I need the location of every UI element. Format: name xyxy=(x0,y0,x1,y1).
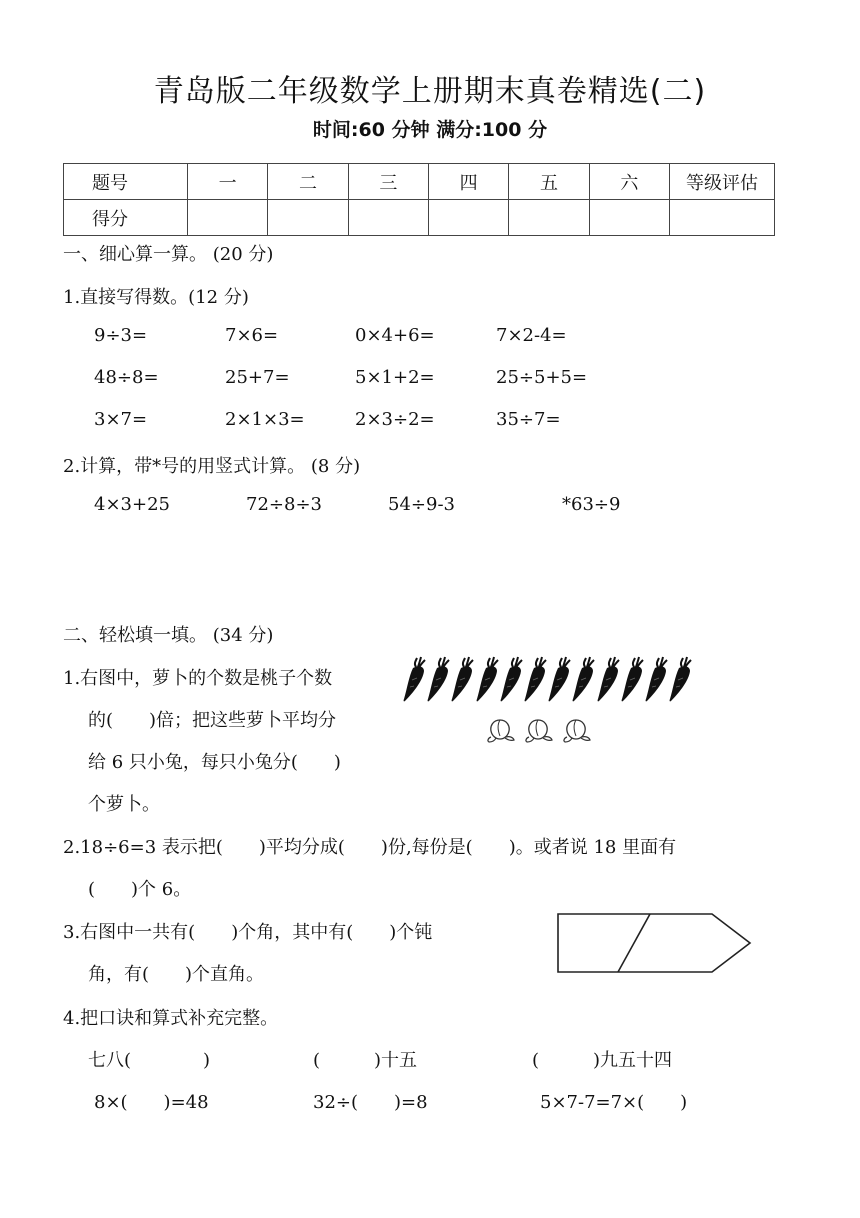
section2-q4-title: 4.把口诀和算式补充完整。 xyxy=(63,1008,279,1029)
table-cell: 得分 xyxy=(64,200,188,236)
carrot-icon xyxy=(596,656,622,704)
calc-item: 25÷5+5= xyxy=(496,367,588,388)
score-input-cell[interactable] xyxy=(348,200,428,236)
table-cell: 二 xyxy=(268,164,348,200)
calc-item: 48÷8= xyxy=(94,367,159,388)
question-line: 3.右图中一共有( )个角，其中有( )个钝 xyxy=(63,922,433,943)
score-input-cell[interactable] xyxy=(428,200,508,236)
question-line: 2.18÷6=3 表示把( )平均分成( )份,每份是( )。或者说 18 里面有 xyxy=(63,837,677,858)
pentagon-shape xyxy=(558,914,750,972)
question-line: 的( )倍；把这些萝卜平均分 xyxy=(88,710,337,731)
calc-item: 72÷8÷3 xyxy=(246,494,322,515)
score-table xyxy=(63,163,775,236)
carrot-icon xyxy=(547,656,573,704)
carrot-icon xyxy=(450,656,476,704)
angle-figure xyxy=(550,906,760,980)
score-input-cell[interactable] xyxy=(589,200,669,236)
score-input-cell[interactable] xyxy=(509,200,589,236)
carrot-icon xyxy=(644,656,670,704)
table-cell: 六 xyxy=(589,164,669,200)
calc-item: 4×3+25 xyxy=(94,494,170,515)
calc-item: *63÷9 xyxy=(562,494,621,515)
calc-item: 7×2-4= xyxy=(496,325,567,346)
calc-item: 2×3÷2= xyxy=(355,409,435,430)
score-input-cell[interactable] xyxy=(188,200,268,236)
calc-item: 35÷7= xyxy=(496,409,561,430)
question-line: 给 6 只小兔，每只小兔分( ) xyxy=(88,752,341,773)
exam-time-score: 时间:60 分钟 满分:100 分 xyxy=(312,119,548,141)
question-line: 角，有( )个直角。 xyxy=(88,964,265,985)
carrot-icon xyxy=(426,656,452,704)
section2-heading: 二、轻松填一填。 (34 分) xyxy=(63,625,274,646)
fill-item: ( )九五十四 xyxy=(532,1050,673,1071)
table-cell: 四 xyxy=(428,164,508,200)
calc-item: 54÷9-3 xyxy=(388,494,455,515)
question-line: ( )个 6。 xyxy=(88,879,192,900)
section1-q1-title: 1.直接写得数。(12 分) xyxy=(63,287,249,308)
carrot-icon xyxy=(668,656,694,704)
fill-item: 32÷( )=8 xyxy=(313,1092,428,1113)
dividing-line xyxy=(618,914,650,972)
question-line: 个萝卜。 xyxy=(88,794,160,815)
calc-item: 9÷3= xyxy=(94,325,148,346)
score-table-header-row xyxy=(64,164,775,200)
fill-item: 8×( )=48 xyxy=(94,1092,209,1113)
carrot-icon xyxy=(571,656,597,704)
table-cell: 五 xyxy=(509,164,589,200)
table-cell: 三 xyxy=(348,164,428,200)
peach-icon xyxy=(524,716,554,744)
fill-item: ( )十五 xyxy=(313,1050,418,1071)
calc-item: 25+7= xyxy=(225,367,290,388)
carrot-icon xyxy=(620,656,646,704)
peach-icon xyxy=(486,716,516,744)
table-cell: 一 xyxy=(188,164,268,200)
table-cell: 题号 xyxy=(64,164,188,200)
page-title: 青岛版二年级数学上册期末真卷精选(二) xyxy=(153,74,707,109)
calc-item: 0×4+6= xyxy=(355,325,435,346)
score-input-cell[interactable] xyxy=(670,200,775,236)
fill-item: 七八( ) xyxy=(88,1050,211,1071)
carrot-icon xyxy=(523,656,549,704)
carrot-icon xyxy=(402,656,428,704)
peach-icon xyxy=(562,716,592,744)
calc-item: 7×6= xyxy=(225,325,279,346)
calc-item: 2×1×3= xyxy=(225,409,305,430)
fill-item: 5×7-7=7×( ) xyxy=(540,1092,688,1113)
question-line: 1.右图中，萝卜的个数是桃子个数 xyxy=(63,668,333,689)
carrot-icon xyxy=(475,656,501,704)
score-table-score-row xyxy=(64,200,775,236)
section1-q2-title: 2.计算，带*号的用竖式计算。 (8 分) xyxy=(63,456,361,477)
calc-item: 5×1+2= xyxy=(355,367,435,388)
section1-heading: 一、细心算一算。 (20 分) xyxy=(63,244,274,265)
carrot-icon xyxy=(499,656,525,704)
score-input-cell[interactable] xyxy=(268,200,348,236)
calc-item: 3×7= xyxy=(94,409,148,430)
table-cell: 等级评估 xyxy=(670,164,775,200)
